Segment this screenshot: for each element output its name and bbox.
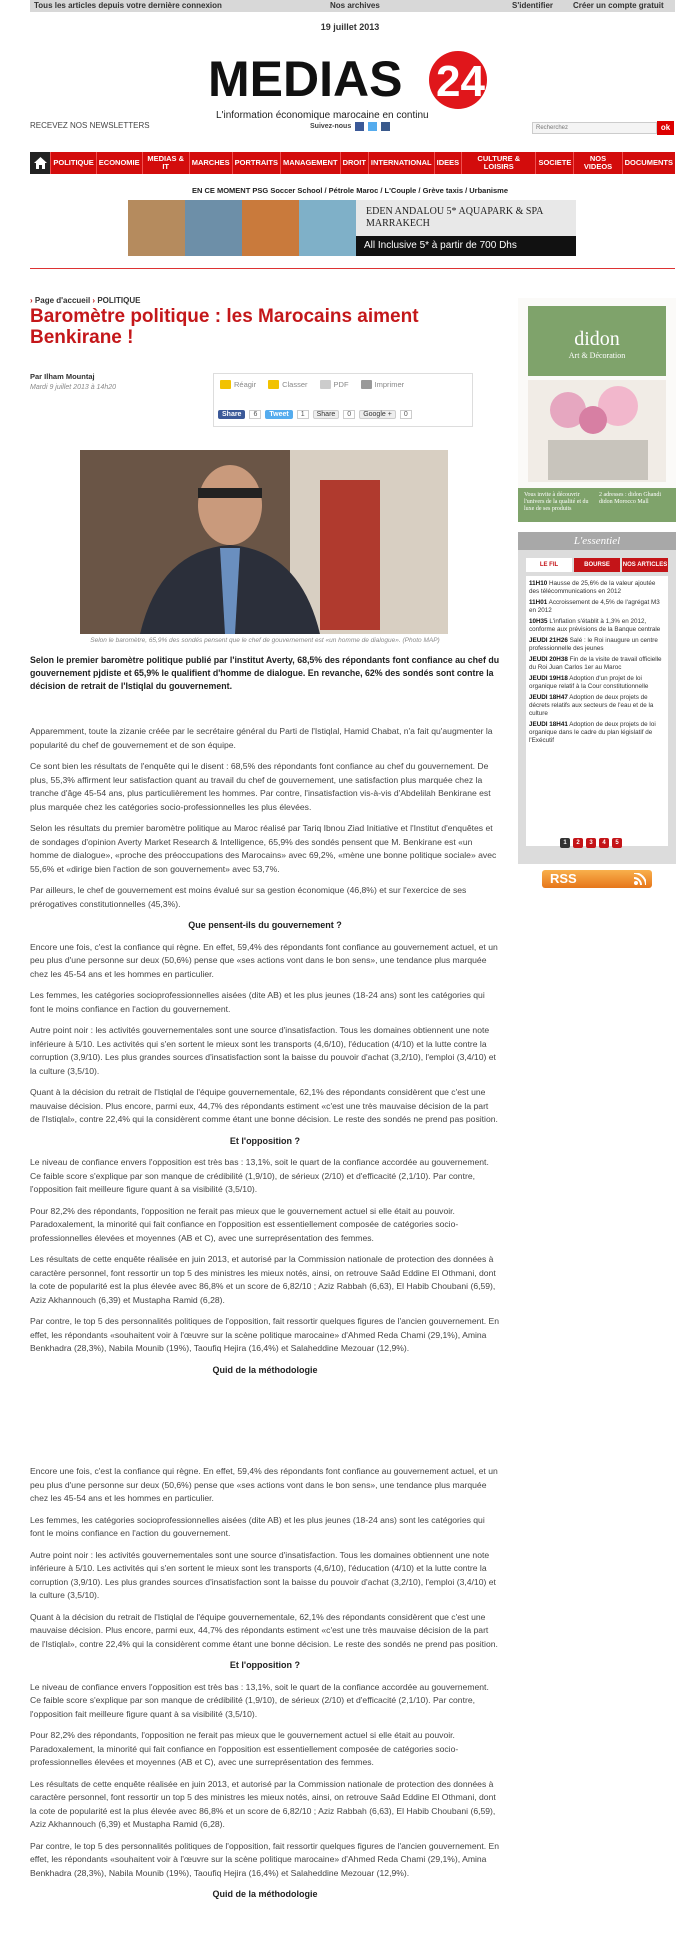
facebook-icon[interactable] — [355, 122, 364, 131]
facebook-share-button[interactable]: Share — [218, 410, 245, 419]
linkedin-share-button[interactable]: Share — [313, 410, 340, 419]
paragraph: Par contre, le top 5 des personnalités politiques de l'opposition, fait ressortir quelques figures de l'ancien gouvernement. En effet, les répondants «souhaitent voir à l'œuvre sur la scène politique marocaine» d'Ahmed Reda Chami (29,1%), Amina Benkhadra (28,3%), Nabila Mounib (19%), Taoufiq Hejira (16,4%) et Salaheddine Mezouar (12,9%). — [30, 1840, 500, 1878]
paragraph: Encore une fois, c'est la confiance qui règne. En effet, 59,4% des répondants font confiance au gouvernement actuel, et un peu plus d'une personne sur deux (50,6%) pense que «ses actions vont dans le bon sens», une tendance plus marquée chez les 45-54 ans et les hommes en particulier. — [30, 1466, 498, 1503]
ad-brand: didon — [574, 328, 620, 350]
nav-medias-it[interactable]: MEDIAS & IT — [142, 152, 189, 174]
page-5[interactable]: 5 — [612, 838, 622, 848]
comment-icon — [220, 380, 231, 389]
banner-line3: All Inclusive 5* à partir de 700 Dhs — [356, 236, 576, 256]
section-heading: Que pensent-ils du gouvernement ? — [188, 920, 342, 930]
trending-label: EN CE MOMENT — [191, 186, 251, 195]
linkedin-share-count: 0 — [343, 410, 355, 419]
folder-icon — [268, 380, 279, 389]
ad-subtitle: Art & Décoration — [568, 351, 626, 360]
nav-management[interactable]: MANAGEMENT — [280, 152, 340, 174]
nav-international[interactable]: INTERNATIONAL — [368, 152, 434, 174]
newsletter-link[interactable]: RECEVEZ NOS NEWSLETTERS — [30, 121, 150, 130]
social-follow — [310, 122, 390, 131]
breadcrumb-home[interactable]: Page d'accueil — [34, 296, 91, 305]
list-item[interactable]: JEUDI 18H47 Adoption de deux projets de décrets relatifs aux secteurs de l'eau et de la culture — [529, 694, 654, 717]
trending-bar — [0, 186, 700, 195]
paragraph: Autre point noir : les activités gouvernementales sont une source d'insatisfaction. Tous les domaines obtiennent une note inférieure à 5/10. Les activités qui s'en sortent le mieux sont les transports (4,6/10), l'éducation (4/10) et la lutte contre la corruption (3,9/10). Les plus grandes sources d'insatisfaction sont la baisse du pouvoir d'achat (3,2/10), l'emploi (3,4/10) et la culture (3,5/10). — [30, 1549, 496, 1600]
nav-marches[interactable]: MARCHES — [189, 152, 232, 174]
article-body — [30, 725, 500, 1385]
essentiel-title: L'essentiel — [518, 532, 676, 550]
top-bar — [30, 0, 675, 12]
current-date: 19 juillet 2013 — [320, 22, 380, 32]
photo-caption: Selon le baromètre, 65,9% des sondés pensent que le chef de gouvernement est «un homme de dialogue». (Photo MAP) — [90, 637, 440, 644]
paragraph: Les femmes, les catégories socioprofessionnelles aisées (dite AB) et les plus jeunes (18-24 ans) sont les catégories qui font le moins confiance en l'action du gouvernement. — [30, 990, 485, 1014]
twitter-icon[interactable] — [368, 122, 377, 131]
facebook-share-count: 6 — [249, 410, 261, 419]
breadcrumb: › Page d'accueil › POLITIQUE — [30, 296, 141, 305]
hotel-banner-ad[interactable] — [128, 200, 576, 256]
logo-number: 24 — [436, 57, 485, 106]
paragraph: Par ailleurs, le chef de gouvernement est moins évalué sur sa gestion économique (46,8%) et sur l'exercice de ses prérogatives constitutionnelles (45,3%). — [30, 885, 467, 909]
nav-economie[interactable]: ECONOMIE — [96, 152, 142, 174]
list-item[interactable]: JEUDI 18H41 Adoption de deux projets de loi organique dans le cadre du plan législatif de l'Exécutif — [529, 721, 656, 744]
new-articles-link[interactable]: Tous les articles depuis votre dernière connexion — [34, 1, 222, 10]
paragraph: Quant à la décision du retrait de l'Istiqlal de l'équipe gouvernementale, 62,1% des répondants considèrent que c'est une mauvaise décision. Plus encore, parmi eux, 44,7% des répondants estiment «c'est une très mauvaise décision de la part de l'Istiqlal», contre 22,4% qui la considèrent comme étant une bonne décision. Le reste des sondés ne prend pas position. — [30, 1611, 498, 1649]
linkedin-icon[interactable] — [381, 122, 390, 131]
page-2[interactable]: 2 — [573, 838, 583, 848]
pdf-button[interactable]: PDF — [320, 380, 349, 389]
banner-photo — [185, 200, 242, 256]
archives-link[interactable]: Nos archives — [330, 1, 380, 10]
tweet-button[interactable]: Tweet — [265, 410, 292, 419]
google-plus-count: 0 — [400, 410, 412, 419]
article-body-repeat — [30, 1465, 500, 1910]
article-photo — [80, 450, 448, 634]
page-1[interactable]: 1 — [560, 838, 570, 848]
paragraph: Les résultats de cette enquête réalisée en juin 2013, et autorisé par la Commission nationale de protection des données à caractère personnel, font ressortir un top 5 des ministres les mieux notés, ainsi, on retrouve Saâd Eddine El Othmani, dont la cote de popularité est la plus élevée avec 86,8% et un score de 6,82/10 ; Aziz Rabbah (6,63), El Habib Choubani (6,59), Aziz Akhannouch (6,39) et Mustapha Ramid (6,28). — [30, 1254, 496, 1305]
register-link[interactable]: Créer un compte gratuit — [573, 1, 664, 10]
paragraph: Le niveau de confiance envers l'opposition est très bas : 13,1%, soit le quart de la confiance accordée au gouvernement. Ce faible score s'explique par son manque de crédibilité (1,9/10), de sérieux (2/10) et d'efficacité (2,1/10). Par contre, l'opposition fait meilleure figure quant à sa visibilité (3,5/10). — [30, 1157, 489, 1194]
print-icon — [361, 380, 372, 389]
banner-photo — [128, 200, 185, 256]
banner-line1: EDEN ANDALOU 5* AQUAPARK & SPA — [366, 206, 544, 217]
paragraph: Ce sont bien les résultats de l'enquête qui le disent : 68,5% des répondants font confiance au chef du gouvernement. De plus, 55,3% affirment leur satisfaction quant au travail du chef de gouvernement, une satisfaction plus marquée chez la tranche d'âge 45-54 ans, plus particulièrement les hommes. Par contre, l'insatisfaction vis-à-vis d'Abdelilah Benkirane est plus marquée chez les catégories socio-professionnelles les plus élevées. — [30, 761, 491, 812]
nav-droit[interactable]: DROIT — [340, 152, 368, 174]
list-item[interactable]: JEUDI 19H18 Adoption d'un projet de loi organique relatif à la Cour constitutionnelle — [529, 675, 649, 690]
nav-culture-loisirs[interactable]: CULTURE & LOISIRS — [461, 152, 535, 174]
banner-photo — [242, 200, 299, 256]
paragraph: Les résultats de cette enquête réalisée en juin 2013, et autorisé par la Commission nationale de protection des données à caractère personnel, font ressortir un top 5 des ministres les mieux notés, ainsi, on retrouve Saâd Eddine El Othmani, dont la cote de popularité est la plus élevée avec 86,8% et un score de 6,82/10 ; Aziz Rabbah (6,63), El Habib Choubani (6,59), Aziz Akhannouch (6,39) et Mustapha Ramid (6,28). — [30, 1778, 496, 1829]
section-heading: Quid de la méthodologie — [212, 1364, 318, 1375]
nav-videos[interactable]: NOS VIDEOS — [573, 152, 621, 174]
list-item[interactable]: 11H10 Hausse de 25,6% de la valeur ajoutée des télécommunications en 2012 — [529, 580, 656, 595]
page-3[interactable]: 3 — [586, 838, 596, 848]
page-4[interactable]: 4 — [599, 838, 609, 848]
follow-label: Suivez-nous — [310, 123, 352, 130]
main-nav — [30, 152, 675, 174]
list-item[interactable]: JEUDI 21H26 Salé : le Roi inaugure un centre professionnelle des jeunes — [529, 637, 658, 652]
paragraph: Encore une fois, c'est la confiance qui règne. En effet, 59,4% des répondants font confiance au gouvernement actuel, et un peu plus d'une personne sur deux (50,6%) pense que «ses actions vont dans le bon sens», une tendance plus marquée chez les 45-54 ans et les hommes en particulier. — [30, 941, 498, 979]
tab-nos-articles[interactable]: NOS ARTICLES — [622, 558, 668, 572]
google-plus-button[interactable]: Google + — [359, 410, 396, 419]
logo-name: MEDIAS — [208, 51, 403, 107]
article-lead: Selon le premier baromètre politique publié par l'institut Averty, 68,5% des répondants font confiance au chef du gouvernement pjdiste et 65,9% le qualifient d'homme de dialogue. En revanche, 62% des sondés sont contre la décision de retrait de l'Istiqlal du gouvernement. — [30, 655, 500, 691]
didon-ad[interactable] — [518, 298, 676, 522]
trending-items[interactable]: PSG Soccer School / Pétrole Maroc / L'Couple / Grève taxis / Urbanisme — [252, 186, 509, 195]
list-item[interactable]: JEUDI 20H38 Fin de la visite de travail officielle du Roi Juan Carlos 1er au Maroc — [529, 656, 662, 671]
news-feed — [526, 576, 668, 846]
paragraph: Apparemment, toute la zizanie créée par le secrétaire général du Parti de l'Istiqlal, Hamid Chabat, n'a fait qu'augmenter la popularité du chef de gouvernement et de son équipe. — [30, 726, 493, 750]
nav-idees[interactable]: IDEES — [434, 152, 462, 174]
essentiel-tabs — [526, 558, 668, 572]
paragraph: Le niveau de confiance envers l'opposition est très bas : 13,1%, soit le quart de la confiance accordée au gouvernement. Ce faible score s'explique par son manque de crédibilité (1,9/10), de sérieux (2/10) et d'efficacité (2,1/10). Par contre, l'opposition fait meilleure figure quant à sa visibilité (3,5/10). — [30, 1681, 489, 1719]
ad-header — [528, 306, 666, 376]
tab-bourse[interactable]: BOURSE — [574, 558, 620, 572]
paragraph: Quant à la décision du retrait de l'Istiqlal de l'équipe gouvernementale, 62,1% des répondants considèrent que c'est une mauvaise décision. Plus encore, parmi eux, 44,7% des répondants estiment «c'est une très mauvaise décision de la part de l'Istiqlal», contre 22,4% qui la considèrent comme étant une bonne décision. Le reste des sondés ne prend pas position. — [30, 1087, 498, 1124]
paragraph: Pour 82,2% des répondants, l'opposition ne ferait pas mieux que le gouvernement actuel si elle était au pouvoir. Paradoxalement, la minorité qui fait confiance en l'opposition est essentiellement composée de catégories socio-professionnelles élevées et moyennes (AB et C), avec une surreprésentation des femmes. — [30, 1205, 459, 1243]
banner-photo — [299, 200, 356, 256]
paragraph: Autre point noir : les activités gouvernementales sont une source d'insatisfaction. Tous les domaines obtiennent une note inférieure à 5/10. Les activités qui s'en sortent le mieux sont les transports (4,6/10), l'éducation (4/10) et la lutte contre la corruption (3,9/10). Les plus grandes sources d'insatisfaction sont la baisse du pouvoir d'achat (3,2/10), l'emploi (3,4/10) et la culture (3,5/10). — [30, 1025, 496, 1076]
essentiel-widget — [518, 532, 676, 864]
banner-line2: MARRAKECH — [366, 218, 430, 229]
list-item[interactable]: 11H01 Accroissement de 4,5% de l'agrégat M3 en 2012 — [529, 599, 660, 614]
paragraph: Les femmes, les catégories socioprofessionnelles aisées (dite AB) et les plus jeunes (18-24 ans) sont les catégories qui font le moins confiance en l'action du gouvernement. — [30, 1514, 485, 1538]
section-heading: Et l'opposition ? — [229, 1660, 301, 1670]
pdf-icon — [320, 380, 331, 389]
section-heading: Et l'opposition ? — [229, 1135, 301, 1146]
banner-text-panel — [356, 200, 576, 256]
tweet-count: 1 — [297, 410, 309, 419]
rss-icon — [634, 873, 646, 885]
paragraph: Selon les résultats du premier baromètre politique au Maroc réalisé par Tariq Ibnou Ziad Initiative et l'Institut d'enquêtes et de sondages d'opinion Averty Market Research & Intelligence, 65,9% des sondés pensent que M. Benkirane est «un homme de dialogue», «proche des préoccupations des Marocains» avec 69,2%, «mène une bonne politique sociale» avec 55,6% et «dirige bien l'action de son gouvernement» avec 53,7%. — [30, 823, 497, 874]
nav-politique[interactable]: POLITIQUE — [50, 152, 95, 174]
ad-photo — [528, 380, 666, 482]
tab-le-fil[interactable]: LE FIL — [526, 558, 572, 572]
divider — [30, 268, 675, 269]
medias24-logo[interactable] — [208, 50, 498, 122]
print-button[interactable]: Imprimer — [361, 380, 405, 389]
nav-portraits[interactable]: PORTRAITS — [232, 152, 280, 174]
ad-footer: Vous invite à découvrir l'univers de la qualité et du luxe de ses produits 2 adresses : didon Ghandi didon Morocco Mall — [518, 488, 676, 522]
pagination — [560, 838, 622, 848]
nav-societe[interactable]: SOCIETE — [535, 152, 573, 174]
list-item[interactable]: 10H35 L'inflation s'établit à 1,3% en 2012, conforme aux prévisions de la Banque centrale — [529, 618, 661, 633]
react-button[interactable]: Réagir — [220, 380, 256, 389]
search-button[interactable]: ok — [657, 121, 674, 135]
share-box — [213, 373, 473, 427]
classify-button[interactable]: Classer — [268, 380, 307, 389]
logo-tagline: L'information économique marocaine en continu — [216, 110, 429, 121]
search-input[interactable]: Recherchez — [532, 122, 657, 134]
home-icon[interactable] — [30, 152, 50, 174]
article-author: Par Ilham Mountaj — [30, 372, 95, 381]
article-title: Baromètre politique : les Marocains aiment Benkirane ! — [30, 306, 419, 348]
breadcrumb-section[interactable]: POLITIQUE — [97, 296, 141, 305]
rss-button[interactable] — [542, 870, 652, 888]
paragraph: Par contre, le top 5 des personnalités politiques de l'opposition, fait ressortir quelques figures de l'ancien gouvernement. En effet, les répondants «souhaitent voir à l'œuvre sur la scène politique marocaine» d'Ahmed Reda Chami (29,1%), Amina Benkhadra (28,3%), Nabila Mounib (19%), Taoufiq Hejira (16,4%) et Salaheddine Mezouar (12,9%). — [30, 1316, 500, 1353]
paragraph: Pour 82,2% des répondants, l'opposition ne ferait pas mieux que le gouvernement actuel si elle était au pouvoir. Paradoxalement, la minorité qui fait confiance en l'opposition est essentiellement composée de catégories socio-professionnelles élevées et moyennes (AB et C), avec une surreprésentation des femmes. — [30, 1730, 459, 1767]
login-link[interactable]: S'identifier — [512, 1, 554, 10]
rss-label: RSS — [550, 871, 577, 886]
article-date: Mardi 9 juillet 2013 à 14h20 — [30, 384, 117, 391]
nav-documents[interactable]: DOCUMENTS — [622, 152, 675, 174]
section-heading: Quid de la méthodologie — [212, 1889, 318, 1899]
